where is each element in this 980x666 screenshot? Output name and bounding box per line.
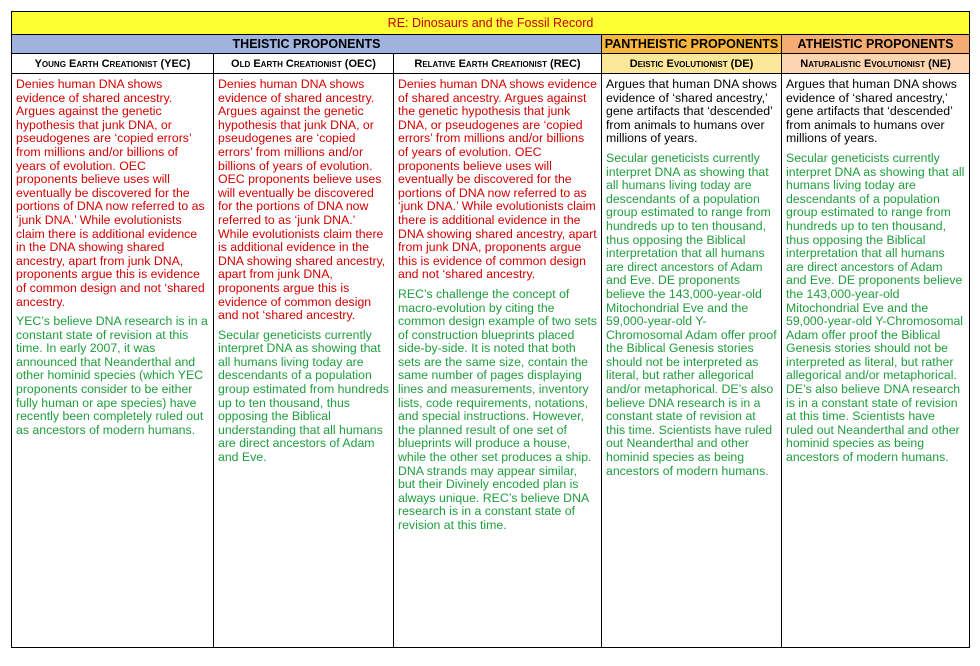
rec-paragraph-1: Denies human DNA shows evidence of shared ancestry. Argues against the genetic hypothesis that junk DNA, or pseudogenes are ‘copied errors’ from millions and/or billions of years of evolution. OEC proponents believe uses will eventually be discovered for the portions of DNA now referred to as ‘junk DNA.’ While evolutionists claim there is additional evidence in the DNA showing shared ancestry, apart from junk DNA, proponents argue this is evidence of common design and not ‘shared ancestry. bbox=[398, 77, 597, 282]
oec-paragraph-1: Denies human DNA shows evidence of shared ancestry. Argues against the genetic hypothesis that junk DNA, or pseudogenes are ‘copied errors’ from millions and/or billions of years of evolution. OEC proponents believe uses will eventually be discovered for the portions of DNA now referred to as ‘junk DNA.’ While evolutionists claim there is additional evidence in the DNA showing shared ancestry, apart from junk DNA, proponents argue this is evidence of common design and not ‘shared ancestry. bbox=[218, 77, 386, 323]
ne-paragraph-2: Secular geneticists currently interpret DNA as showing that all humans living today are descendants of a population group estimated to range from hundreds up to ten thousand, thus opposing the Biblical interpretation that all humans are direct ancestors of Adam and Eve. DE proponents believe the 143,000-year-old Mitochondrial Eve and the 59,000-year-old Y-Chromosomal Adam offer proof the Biblical Genesis stories should not be interpreted as literal, but rather allegorical and/or metaphorical. DE’s also believe DNA research is in a constant state of revision at this time. Scientists have ruled out Neanderthal and other hominid species as being ancestors of modern humans. bbox=[786, 150, 965, 465]
theistic-group-header: THEISTIC PROPONENTS bbox=[12, 35, 602, 54]
column-header-row bbox=[12, 54, 970, 74]
page-title: RE: Dinosaurs and the Fossil Record bbox=[12, 12, 970, 35]
atheistic-group-header: ATHEISTIC PROPONENTS bbox=[782, 35, 970, 54]
oec-column-header: Old Earth Creationist (OEC) bbox=[214, 54, 394, 74]
de-cell bbox=[602, 74, 782, 648]
rec-paragraph-2: REC’s challenge the concept of macro-evolution by citing the common design example of two sets of construction blueprints placed side-by-side. It is noted that both sets are the same size, contain the same number of pages displaying lines and measurements, inventory lists, code requirements, notations, and special instructions. However, the planned result of one set of blueprints will produce a house, while the other set produces a ship. DNA strands may appear similar, but their Divinely encoded plan is always unique. REC’s believe DNA research is in a constant state of revision at this time. bbox=[398, 286, 597, 532]
comparison-chart bbox=[11, 11, 969, 656]
ne-cell bbox=[782, 74, 970, 648]
group-header-row bbox=[12, 35, 970, 54]
oec-paragraph-2: Secular geneticists currently interpret DNA as showing that all humans living today are descendants of a population group estimated from hundreds up to ten thousand, thus opposing the Biblical understanding that all humans are direct ancestors of Adam and Eve. bbox=[218, 327, 389, 465]
yec-paragraph-2: YEC’s believe DNA research is in a constant state of revision at this time. In early 2007, it was announced that Neanderthal and other hominid species (which YEC proponents consider to be either fully human or ape species) have recently been completely ruled out as ancestors of modern humans. bbox=[16, 314, 208, 437]
de-paragraph-1: Argues that human DNA shows evidence of ‘shared ancestry,’ gene artifacts that ‘descended’ from animals to humans over millions of years. bbox=[606, 77, 777, 146]
oec-cell bbox=[214, 74, 394, 648]
ne-column-header: Naturalistic Evolutionist (NE) bbox=[782, 54, 970, 74]
content-row bbox=[12, 74, 970, 648]
de-paragraph-2: Secular geneticists currently interpret DNA as showing that all humans living today are descendants of a population group estimated to range from hundreds up to ten thousand, thus opposing the Biblical interpretation that all humans are direct ancestors of Adam and Eve. DE proponents believe the 143,000-year-old Mitochondrial Eve and the 59,000-year-old Y-Chromosomal Adam offer proof the Biblical Genesis stories should not be interpreted as literal, but rather allegorical and/or metaphorical. DE’s also believe DNA research is in a constant state of revision at this time. Scientists have ruled out Neanderthal and other hominid species as being ancestors of modern humans. bbox=[606, 150, 777, 478]
de-column-header: Deistic Evolutionist (DE) bbox=[602, 54, 782, 74]
pantheistic-group-header: PANTHEISTIC PROPONENTS bbox=[602, 35, 782, 54]
comparison-table bbox=[11, 11, 970, 648]
rec-column-header: Relative Earth Creationist (REC) bbox=[394, 54, 602, 74]
rec-cell bbox=[394, 74, 602, 648]
yec-cell bbox=[12, 74, 214, 648]
yec-column-header: Young Earth Creationist (YEC) bbox=[12, 54, 214, 74]
yec-paragraph-1: Denies human DNA shows evidence of shared ancestry. Argues against the genetic hypothesis that junk DNA, or pseudogenes are ‘copied errors’ from millions and/or billions of years of evolution. OEC proponents believe uses will eventually be discovered for the portions of DNA now referred to as ‘junk DNA.’ While evolutionists claim there is additional evidence in the DNA showing shared ancestry, apart from junk DNA, proponents argue this is evidence of common design and not ‘shared ancestry. bbox=[16, 77, 205, 309]
ne-paragraph-1: Argues that human DNA shows evidence of ‘shared ancestry,’ gene artifacts that ‘descended’ from animals to humans over millions of years. bbox=[786, 77, 957, 146]
title-row bbox=[12, 12, 970, 35]
